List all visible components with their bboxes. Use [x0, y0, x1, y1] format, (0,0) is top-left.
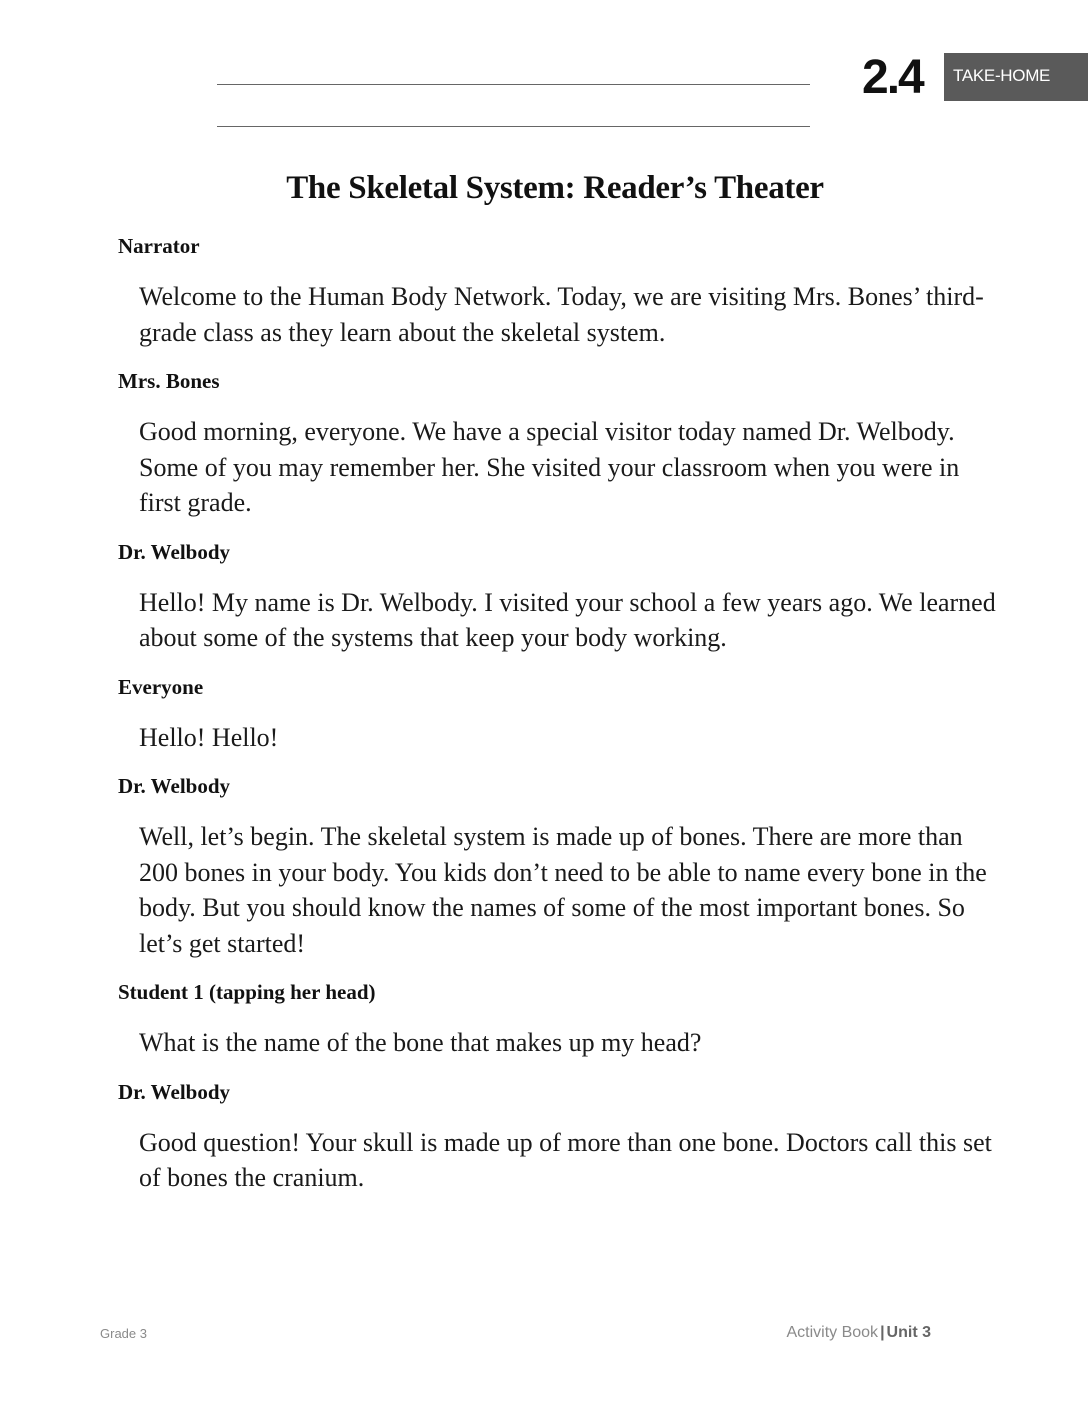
- footer-book: Activity Book: [786, 1324, 879, 1341]
- script-entry: [118, 978, 998, 1061]
- speaker-name: Student 1 (tapping her head): [118, 980, 376, 1004]
- name-line: [217, 84, 810, 85]
- footer-separator: |: [880, 1324, 885, 1341]
- date-line: [217, 126, 810, 127]
- footer-grade: Grade 3: [100, 1326, 147, 1341]
- speaker-name: Everyone: [118, 674, 204, 699]
- speaker-line: Good morning, everyone. We have a special visitor today named Dr. Welbody. Some of you may remember her. She visited your classroom when you were in first grade.: [139, 417, 960, 517]
- speaker-line: Welcome to the Human Body Network. Today, we are visiting Mrs. Bones’ third-grade class as they learn about the skeletal system.: [139, 282, 984, 347]
- speaker-line: Hello! Hello!: [139, 722, 279, 752]
- speaker-name: Dr. Welbody: [118, 774, 231, 798]
- take-home-label: TAKE-HOME: [953, 66, 1051, 85]
- take-home-tab: [944, 53, 1088, 101]
- script-entry: [118, 538, 998, 656]
- script-entry: [118, 673, 998, 756]
- lesson-number: 2.4: [862, 51, 923, 104]
- speaker-line: Good question! Your skull is made up of more than one bone. Doctors call this set of bones the cranium.: [139, 1127, 992, 1192]
- script-entry: [118, 367, 998, 521]
- speaker-name: Dr. Welbody: [118, 1079, 231, 1104]
- speaker-line: Well, let’s begin. The skeletal system is made up of bones. There are more than 200 bones in your body. You kids don’t need to be able to name every bone in the body. But you should know the names of some of the most important bones. So let’s get started!: [139, 822, 987, 958]
- footer-book-info: [786, 1324, 931, 1342]
- page-title: The Skeletal System: Reader’s Theater: [286, 170, 824, 206]
- script-entry: [118, 772, 998, 961]
- speaker-line: What is the name of the bone that makes up my head?: [139, 1028, 702, 1057]
- speaker-name: Dr. Welbody: [118, 539, 231, 564]
- script-body: [118, 232, 998, 1213]
- speaker-line: Hello! My name is Dr. Welbody. I visited your school a few years ago. We learned about some of the systems that keep your body working.: [139, 587, 996, 652]
- footer-unit: Unit 3: [886, 1324, 931, 1341]
- speaker-name: Mrs. Bones: [118, 369, 220, 393]
- speaker-name: Narrator: [118, 234, 200, 258]
- script-entry: [118, 1078, 998, 1196]
- script-entry: [118, 232, 998, 350]
